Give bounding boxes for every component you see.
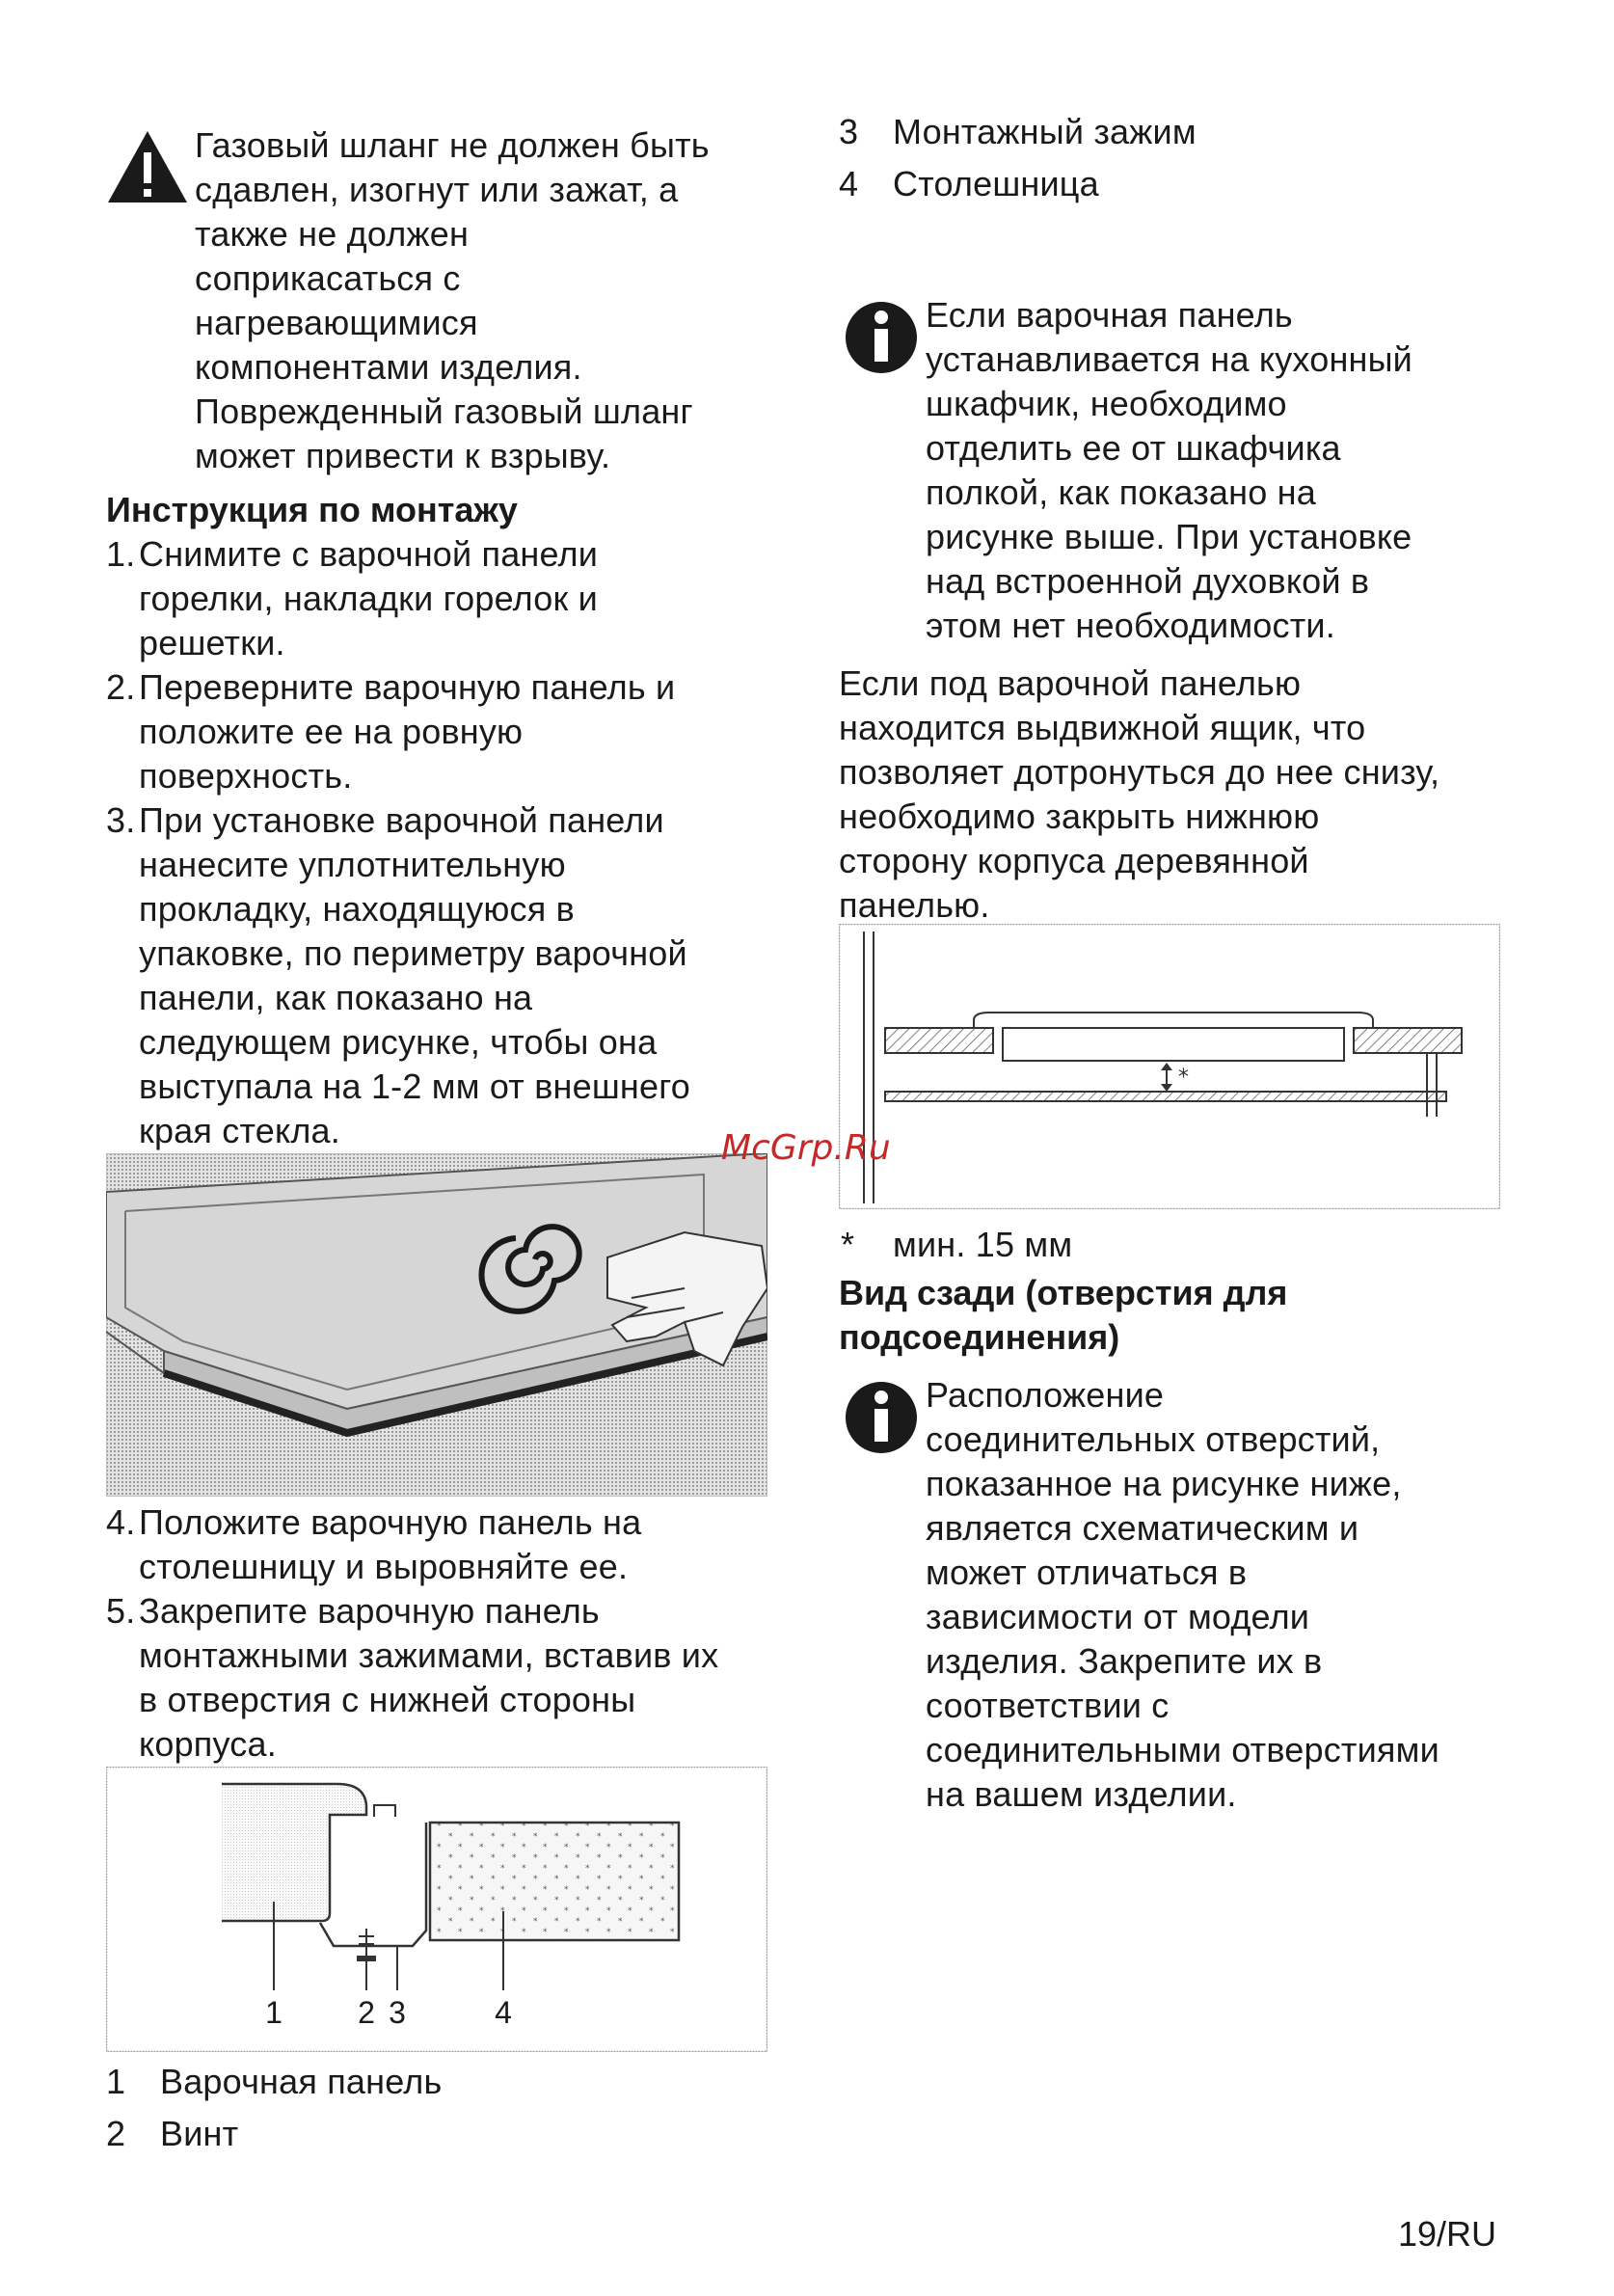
info-line: соединительных отверстий, [926,1419,1381,1459]
step-line: упаковке, по периметру варочной [139,933,687,973]
rear-view-heading [839,1271,1287,1360]
step-number: 1. [106,534,136,574]
legend-text: Столешница [893,164,1099,203]
info-line: полкой, как показано на [926,473,1316,512]
legend-number: 3 [839,112,859,151]
info-icon [845,1381,918,1454]
step-number: 3. [106,800,136,840]
info-line: на вашем изделии. [926,1774,1237,1814]
info-line: изделия. Закрепите их в [926,1641,1323,1681]
info-line: может отличаться в [926,1553,1248,1592]
info-icon [845,301,918,374]
paragraph-line: находится выдвижной ящик, что [839,708,1366,747]
paragraph-line: панелью. [839,885,990,925]
clamp-diagram [106,1767,767,2052]
watermark: McGrp.Ru [721,1128,891,1168]
clamp-label-1: 1 [265,1995,282,2030]
footnote-text: мин. 15 мм [893,1225,1073,1264]
gap-marker: * [1178,1066,1189,1090]
warning-line: сдавлен, изогнут или зажат, а [195,170,679,209]
info-note-text [926,1373,1439,1817]
step-line: панели, как показано на [139,978,533,1017]
step-line: края стекла. [139,1111,340,1150]
step-line: решетки. [139,623,285,662]
info-line: Расположение [926,1375,1165,1415]
warning-line: Поврежденный газовый шланг [195,392,693,431]
step-line: Переверните варочную панель и [139,667,676,707]
info-line: Если варочная панель [926,295,1293,335]
gasket-illustration [106,1153,767,1497]
info-line: рисунке выше. При установке [926,517,1412,556]
warning-line: компонентами изделия. [195,347,582,387]
step-number: 4. [106,1502,136,1542]
step-number: 5. [106,1591,136,1631]
legend-item [106,2060,781,2104]
legend-item [106,2112,781,2156]
page-number: 19/RU [1398,2214,1497,2254]
clamp-legend-continued [839,110,1514,206]
info-note-cabinet [841,293,1535,652]
warning-text [195,123,710,478]
legend-text: Варочная панель [160,2062,443,2101]
step-line: Закрепите варочную панель [139,1591,600,1631]
info-line: отделить ее от шкафчика [926,428,1341,468]
step-line: выступала на 1-2 мм от внешнего [139,1067,690,1106]
step-line: корпуса. [139,1724,277,1764]
warning-line: Газовый шланг не должен быть [195,125,710,165]
info-line: соответствии с [926,1686,1170,1725]
clamp-label-4: 4 [495,1995,512,2030]
heading-line: подсоединения) [839,1317,1120,1357]
info-line: этом нет необходимости. [926,606,1335,645]
clamp-label-3: 3 [389,1995,406,2030]
warning-line: также не должен [195,214,470,254]
step-line: нанесите уплотнительную [139,845,566,884]
paragraph-line: сторону корпуса деревянной [839,841,1309,880]
step-line: монтажными зажимами, вставив их [139,1635,719,1675]
step-number: 2. [106,667,136,707]
warning-line: может привести к взрыву. [195,436,611,475]
legend-item [839,162,1514,206]
warning-line: нагревающимися [195,303,478,342]
paragraph-line: необходимо закрыть нижнюю [839,797,1320,836]
paragraph-line: Если под варочной панелью [839,663,1302,703]
footnote [841,1223,1226,1267]
clamp-label-2: 2 [358,1995,375,2030]
warning-triangle-icon [106,129,189,204]
info-note-text [926,293,1412,648]
legend-text: Винт [160,2114,239,2153]
info-line: шкафчик, необходимо [926,384,1287,423]
install-heading: Инструкция по монтажу [106,490,518,529]
heading-line: Вид сзади (отверстия для [839,1273,1288,1312]
warning-notice [106,123,800,480]
step-line: При установке варочной панели [139,800,664,840]
info-line: соединительными отверстиями [926,1730,1439,1769]
paragraph-line: позволяет дотронуться до нее снизу, [839,752,1440,792]
drawer-gap-diagram [839,924,1500,1209]
drawer-paragraph [839,662,1439,928]
legend-number: 2 [106,2114,126,2153]
info-line: зависимости от модели [926,1597,1310,1636]
clamp-legend [106,2060,781,2156]
step-line: в отверстия с нижней стороны [139,1680,636,1719]
step-line: Положите варочную панель на [139,1502,642,1542]
legend-number: 4 [839,164,859,203]
legend-text: Монтажный зажим [893,112,1197,151]
footnote-star: * [841,1225,855,1264]
legend-number: 1 [106,2062,126,2101]
info-line: является схематическим и [926,1508,1359,1548]
step-line: следующем рисунке, чтобы она [139,1022,658,1062]
step-line: столешницу и выровняйте ее. [139,1547,629,1586]
info-line: показанное на рисунке ниже, [926,1464,1402,1503]
warning-line: соприкасаться с [195,258,461,298]
step-line: поверхность. [139,756,353,796]
step-line: Снимите с варочной панели [139,534,599,574]
info-line: над встроенной духовкой в [926,561,1370,601]
step-line: прокладку, находящуюся в [139,889,575,929]
info-note-connections [841,1373,1535,1826]
step-line: положите ее на ровную [139,712,524,751]
info-line: устанавливается на кухонный [926,339,1412,379]
legend-item [839,110,1514,154]
step-line: горелки, накладки горелок и [139,579,598,618]
